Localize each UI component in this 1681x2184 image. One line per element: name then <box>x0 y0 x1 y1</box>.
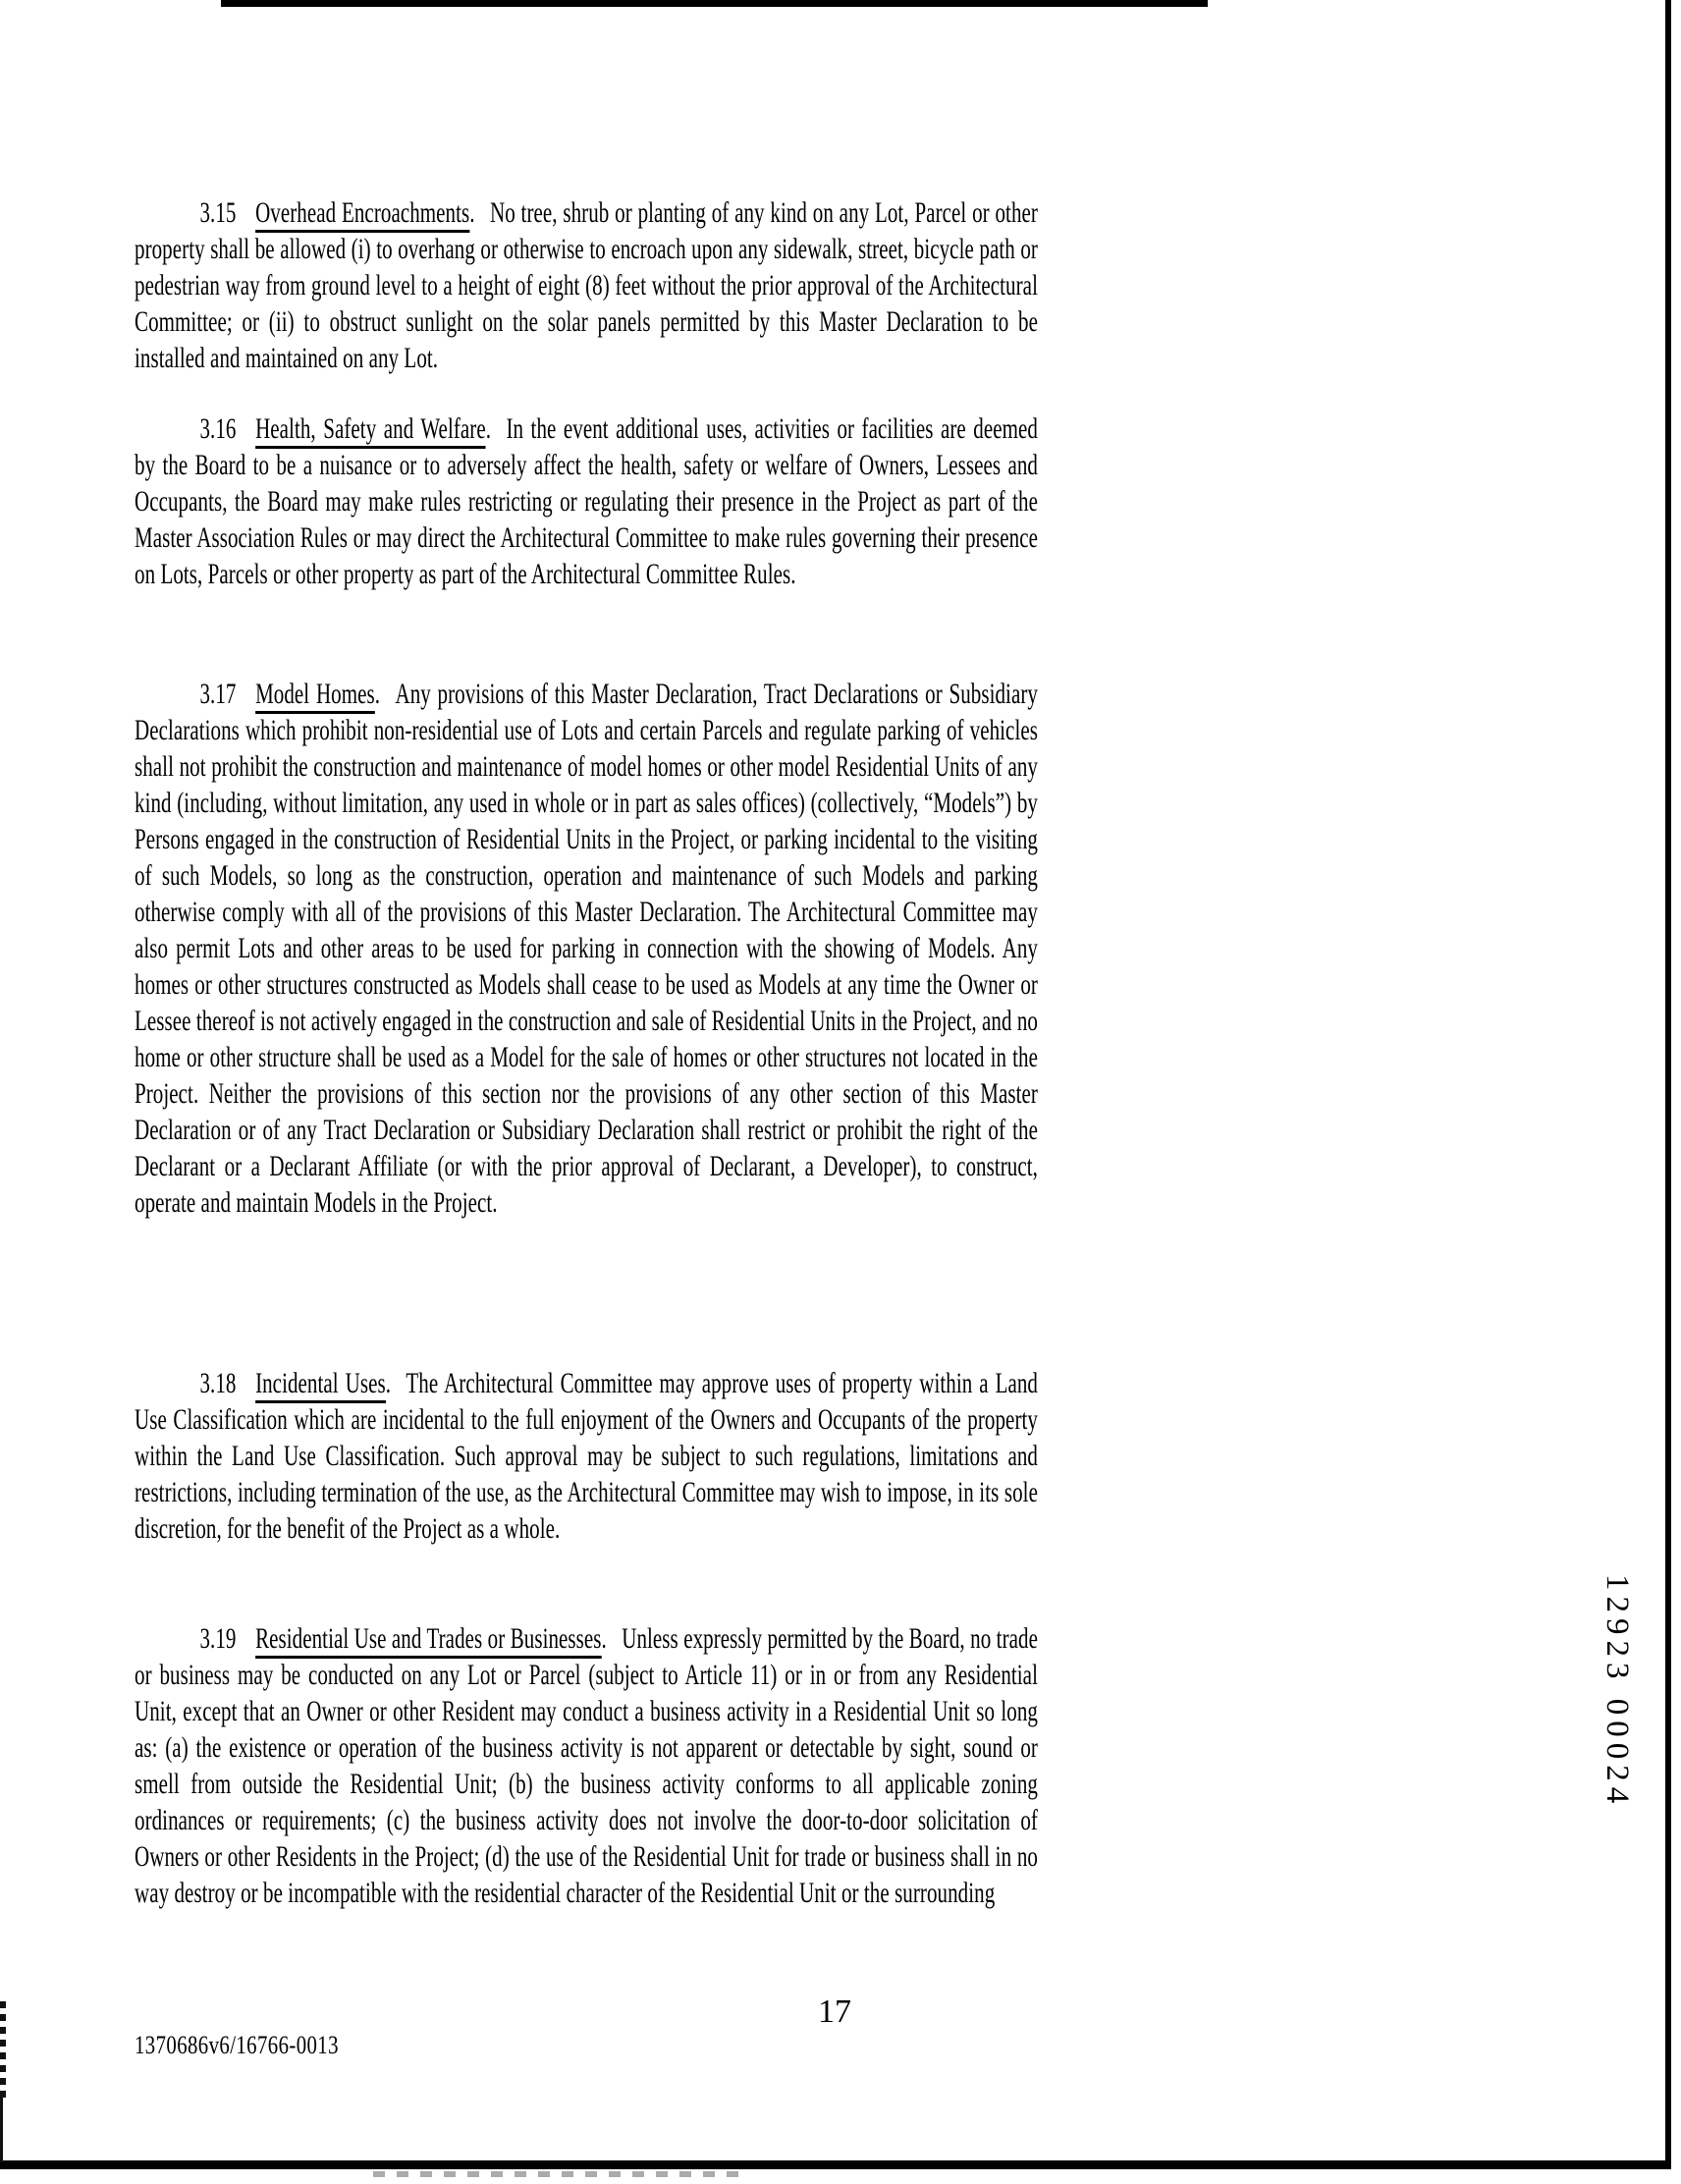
section-3-16 <box>135 410 1038 592</box>
section-number: 3.19 <box>199 1622 237 1655</box>
section-number: 3.15 <box>199 196 237 229</box>
section-title: Overhead Encroachments <box>255 196 469 233</box>
bottom-border-line <box>0 2160 1671 2169</box>
section-body-text: No tree, shrub or planting of any kind on any Lot, Parcel or other property shall be allowed (i) to overhang or otherwise to encroach upon any sidewalk, street, bicycle path or pedestrian way from ground level to a height of eight (8) feet without the prior approval of the Architectural Committee; or (ii) to obstruct sunlight on the solar panels permitted by this Master Declaration to be installed and maintained on any Lot. <box>135 196 1038 374</box>
right-border-line <box>1665 0 1671 2166</box>
section-3-15 <box>135 194 1038 376</box>
section-title: Residential Use and Trades or Businesses <box>255 1622 601 1659</box>
section-title: Incidental Uses <box>255 1367 386 1403</box>
section-title-period: . <box>374 678 381 710</box>
section-body-text: The Architectural Committee may approve uses of property within a Land Use Classification which are incidental to the full enjoyment of the Owners and Occupants of the property within the Land Use Classification. Such approval may be subject to such regulations, limitations and restrictions, including termination of the use, as the Architectural Committee may wish to impose, in its sole discretion, for the benefit of the Project as a whole. <box>135 1367 1038 1545</box>
page-number: 17 <box>818 1993 851 2030</box>
section-title-period: . <box>601 1622 607 1655</box>
section-3-17 <box>135 676 1038 1221</box>
recorder-stamp-number: 12923 00024 <box>1600 1574 1635 1810</box>
paragraph-text <box>135 410 1038 592</box>
section-3-19 <box>135 1620 1038 1911</box>
section-number: 3.16 <box>199 412 237 445</box>
paragraph-text <box>135 676 1038 1221</box>
section-title: Health, Safety and Welfare <box>255 412 486 449</box>
section-body-text: Any provisions of this Master Declaration, Tract Declarations or Subsidiary Declarations which prohibit non-residential use of Lots and certain Parcels and regulate parking of vehicles shall not prohibit the construction and maintenance of model homes or other model Residential Units of any kind (including, without limitation, any used in whole or in part as sales offices) (collectively, “Models”) by Persons engaged in the construction of Residential Units in the Project, or parking incidental to the visiting of such Models, so long as the construction, operation and maintenance of such Models and parking otherwise comply with all of the provisions of this Master Declaration. The Architectural Committee may also permit Lots and other areas to be used for parking in connection with the showing of Models. Any homes or other structures constructed as Models shall cease to be used as Models at any time the Owner or Lessee thereof is not actively engaged in the construction and sale of Residential Units in the Project, and no home or other structure shall be used as a Model for the sale of homes or other structures not located in the Project. Neither the provisions of this section nor the provisions of any other section of this Master Declaration or of any Tract Declaration or Subsidiary Declaration shall restrict or prohibit the right of the Declarant or a Declarant Affiliate (or with the prior approval of Declarant, a Developer), to construct, operate and maintain Models in the Project. <box>135 678 1038 1219</box>
section-number: 3.18 <box>199 1367 237 1399</box>
section-title-period: . <box>469 196 475 229</box>
section-body-text: In the event additional uses, activities or facilities are deemed by the Board to be a nuisance or to adversely affect the health, safety or welfare of Owners, Lessees and Occupants, the Board may make rules restricting or regulating their presence in the Project as part of the Master Association Rules or may direct the Architectural Committee to make rules governing their presence on Lots, Parcels or other property as part of the Architectural Committee Rules. <box>135 412 1038 590</box>
left-edge-dash-marks <box>0 2001 6 2098</box>
top-border-line <box>221 0 1208 7</box>
section-title-period: . <box>485 412 492 445</box>
footer-document-reference: 1370686v6/16766-0013 <box>135 2031 339 2059</box>
left-edge-line <box>0 2098 3 2162</box>
section-number: 3.17 <box>199 678 237 710</box>
bottom-edge-artifacts <box>373 2171 746 2177</box>
section-title-period: . <box>385 1367 392 1399</box>
paragraph-text <box>135 194 1038 376</box>
section-3-18 <box>135 1365 1038 1547</box>
paragraph-text <box>135 1365 1038 1547</box>
paragraph-text <box>135 1620 1038 1911</box>
section-title: Model Homes <box>255 678 375 714</box>
section-body-text: Unless expressly permitted by the Board, no trade or business may be conducted on any Lot or Parcel (subject to Article 11) or in or from any Residential Unit, except that an Owner or other Resident may conduct a business activity in a Residential Unit so long as: (a) the existence or operation of the business activity is not apparent or detectable by sight, sound or smell from outside the Residential Unit; (b) the business activity conforms to all applicable zoning ordinances or requirements; (c) the business activity does not involve the door-to-door solicitation of Owners or other Residents in the Project; (d) the use of the Residential Unit for trade or business shall in no way destroy or be incompatible with the residential character of the Residential Unit or the surrounding <box>135 1622 1038 1909</box>
